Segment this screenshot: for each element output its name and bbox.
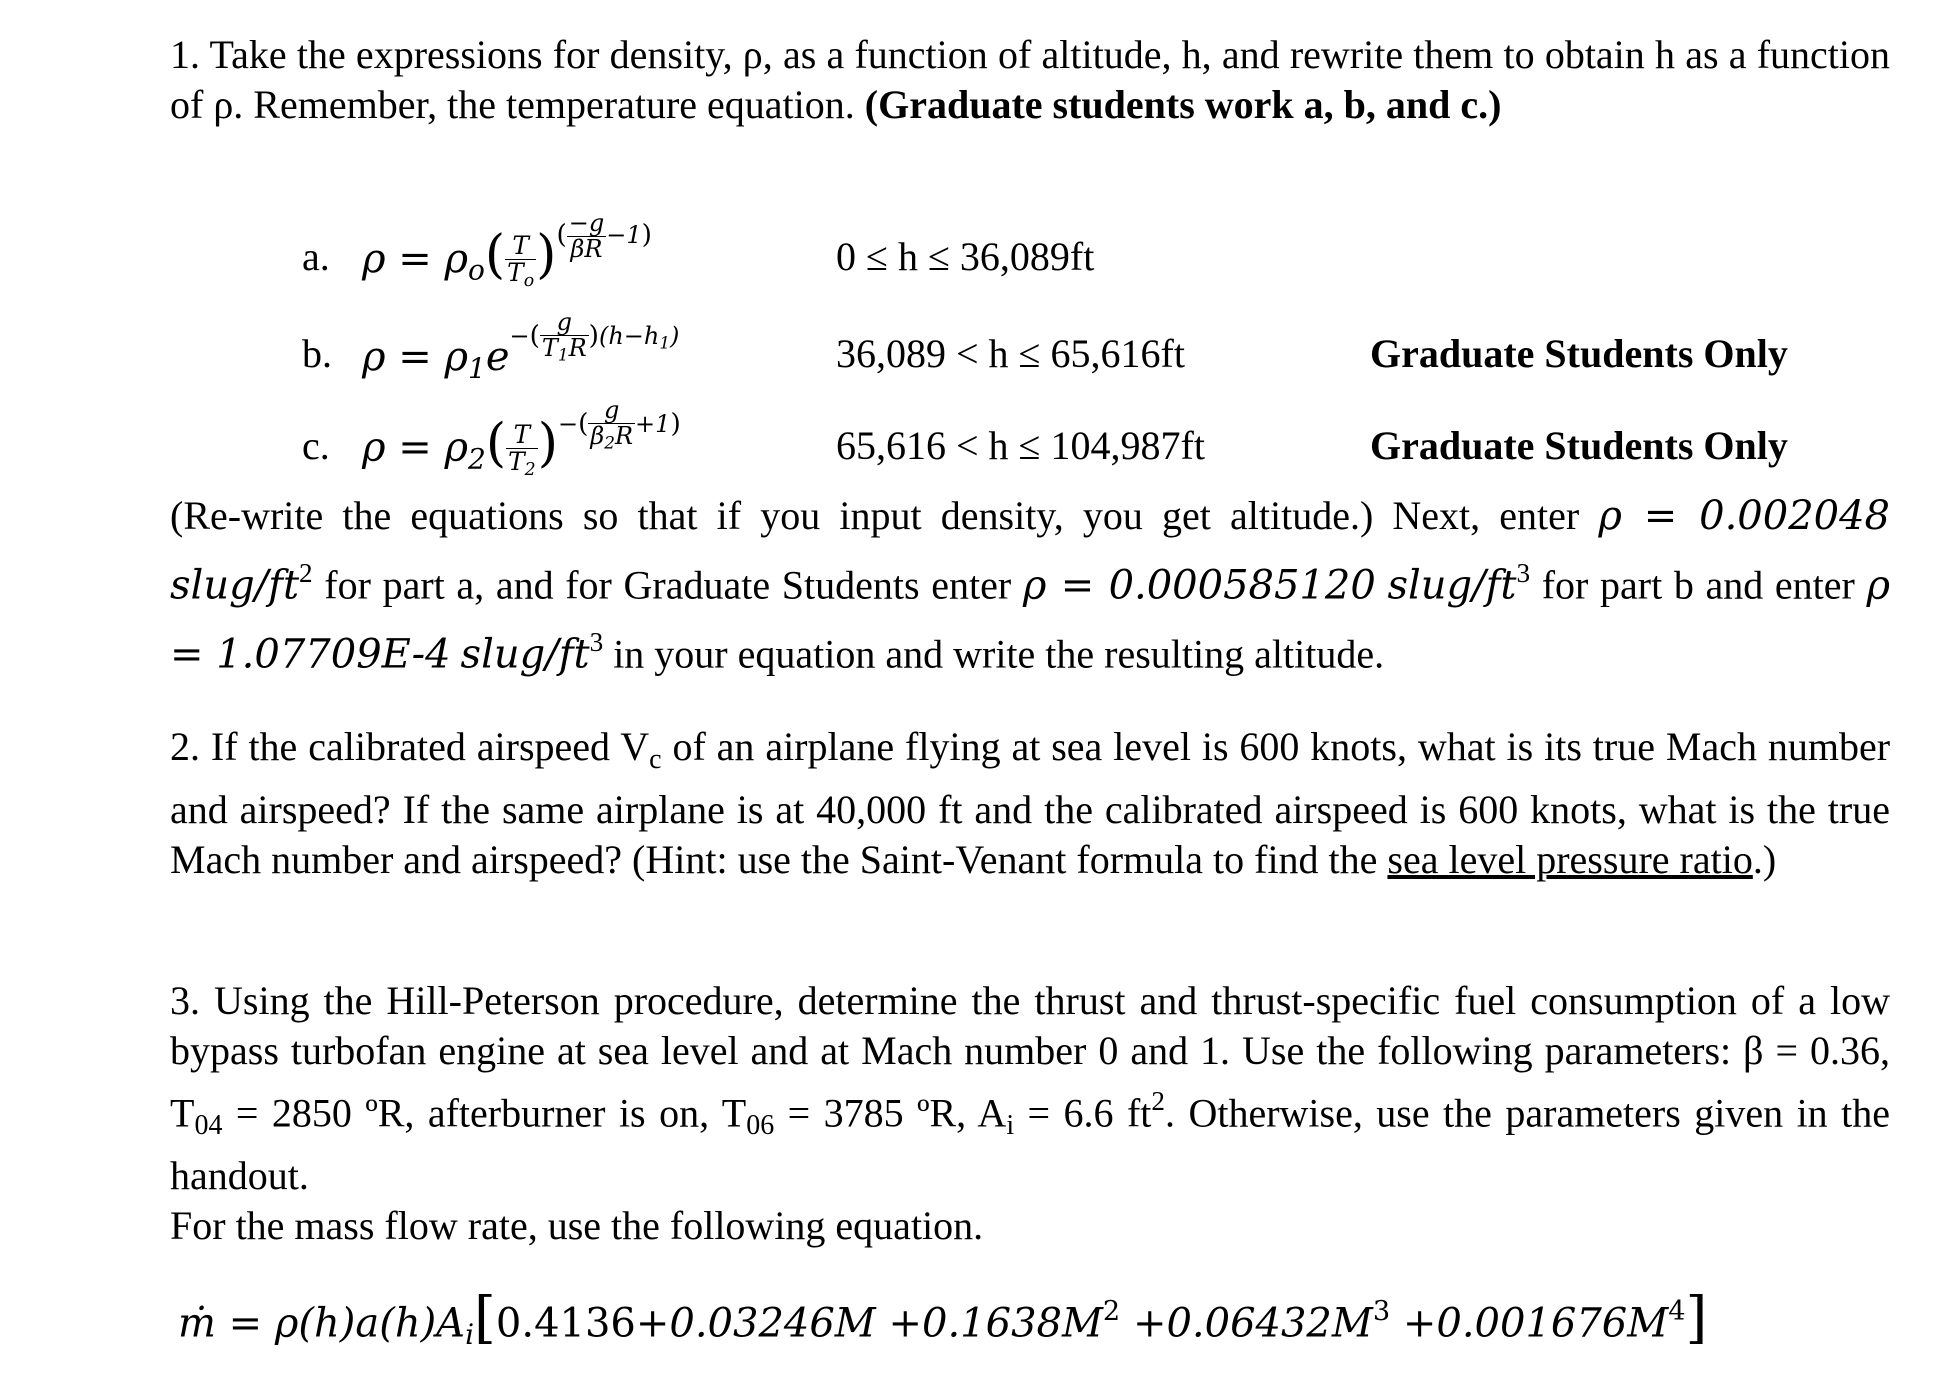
q2-number: 2. [170, 724, 200, 769]
mdot-c3: +0.06432M [1132, 1300, 1373, 1347]
eq-a-range: 0 ≤ h ≤ 36,089ft [836, 234, 1095, 279]
q3-text-5: . Otherwise, use the parameters given in the handout. [170, 1090, 1890, 1199]
q1-rewrite-text: (Re-write the equations so that if you input density, you get altitude.) Next, enter [170, 493, 1580, 538]
mdot-lhs-sub: i [465, 1318, 475, 1352]
unit-c: slug/ft [460, 631, 590, 678]
unit-a: slug/ft [170, 562, 300, 609]
unit-a-exp: 2 [299, 558, 313, 588]
q3-sub-06: 06 [746, 1110, 775, 1142]
mdot-c4: +0.001676M [1402, 1300, 1669, 1347]
rho-c: ρ = 1.07709E-4 [170, 562, 1891, 678]
mdot-lhs: ṁ = ρ(h)a(h)A [178, 1300, 466, 1347]
unit-b: slug/ft [1387, 562, 1517, 609]
q3-text-1: Using the Hill-Peterson procedure, determine the thrust and thrust-specific fuel consumption of a low bypass turbofan engine at sea level and at Mach number 0 and 1. Use the following parameters: β = 0.36, T [170, 978, 1890, 1136]
q2-underlined: sea level pressure ratio [1387, 836, 1753, 882]
rho-a: ρ = 0.002048 [1598, 493, 1890, 539]
eq-b-label: b. [302, 331, 332, 376]
q1-part-b-text: for part b and enter [1541, 562, 1855, 608]
eq-b-range: 36,089 < h ≤ 65,616ft [836, 331, 1185, 376]
q1-mid-text: for part a, and for Graduate Students enter [324, 562, 1012, 608]
q1-text: Take the expressions for density, ρ, as a function of altitude, h, and rewrite them to obtain h as a function of ρ. Remember, the temperature equation. [170, 32, 1891, 127]
unit-b-exp: 3 [1516, 558, 1531, 588]
eq-c-range: 65,616 < h ≤ 104,987ft [836, 423, 1205, 468]
q2-sub-c: c [649, 743, 662, 775]
mdot-c2: +0.1638M [888, 1300, 1103, 1347]
q2-text-2: of an airplane flying at sea level is 600 knots, what is its true Mach number and airspeed? If the same airplane is at 40,000 ft and the calibrated airspeed is 600 knots, what is the true Mach number and airspeed? (Hint: use the Saint-Venant formula to find the [170, 724, 1891, 882]
q3-number: 3. [170, 978, 200, 1023]
q2-text-1: If the calibrated airspeed V [210, 724, 650, 769]
q1-rewrite [170, 487, 1890, 684]
mdot-c1: +0.03246M [635, 1300, 876, 1347]
q3-text-4: = 6.6 ft [1014, 1090, 1152, 1136]
eq-a: $\rho = \rho_o$( $\frac{T}{T_o}$ )$^{( \frac{-g}{\beta R} -1)}$ [362, 208, 652, 292]
mdot-equation: ṁ = $\rho(h)a(h)A_i[0.4136+0.03246M +0.1638M^2 +0.06432M^3 +0.001676M^4]$ [178, 1285, 1708, 1352]
q3-text-2: = 2850 ºR, afterburner is on, T [222, 1090, 747, 1136]
q3-sub-i: i [1006, 1110, 1015, 1142]
q1-tail-text: in your equation and write the resulting altitude. [613, 631, 1385, 677]
eq-c: $\rho = \rho_2$( $\frac{T}{T_2}$ )$^{-( \frac{g}{\beta_2R} +1)}$ [362, 396, 681, 480]
q2 [170, 722, 1890, 885]
eq-b-note: Graduate Students Only [1370, 331, 1788, 376]
eq-c-note: Graduate Students Only [1370, 423, 1788, 468]
eq-c-label: c. [302, 423, 330, 468]
eq-b: $\rho = \rho_1e^{-( \frac{g}{T_1R} )(h-h_1)}$ [362, 308, 680, 385]
unit-c-exp: 3 [589, 627, 604, 658]
q3-text-3: = 3785 ºR, A [774, 1090, 1007, 1136]
q1-intro [170, 30, 1890, 130]
eq-a-label: a. [302, 234, 330, 279]
q1-number: 1. [170, 32, 200, 77]
q2-end: .) [1752, 836, 1777, 882]
q3 [170, 976, 1890, 1251]
q1-bold-note: (Graduate students work a, b, and c.) [864, 82, 1502, 127]
mdot-c0: 0.4136 [495, 1300, 636, 1347]
q3-exp-2: 2 [1151, 1086, 1166, 1116]
q3-sub-04: 04 [194, 1110, 223, 1142]
rho-b: ρ = 0.000585120 [1022, 562, 1376, 609]
q3-mass-flow: For the mass flow rate, use the following equation. [170, 1203, 984, 1249]
